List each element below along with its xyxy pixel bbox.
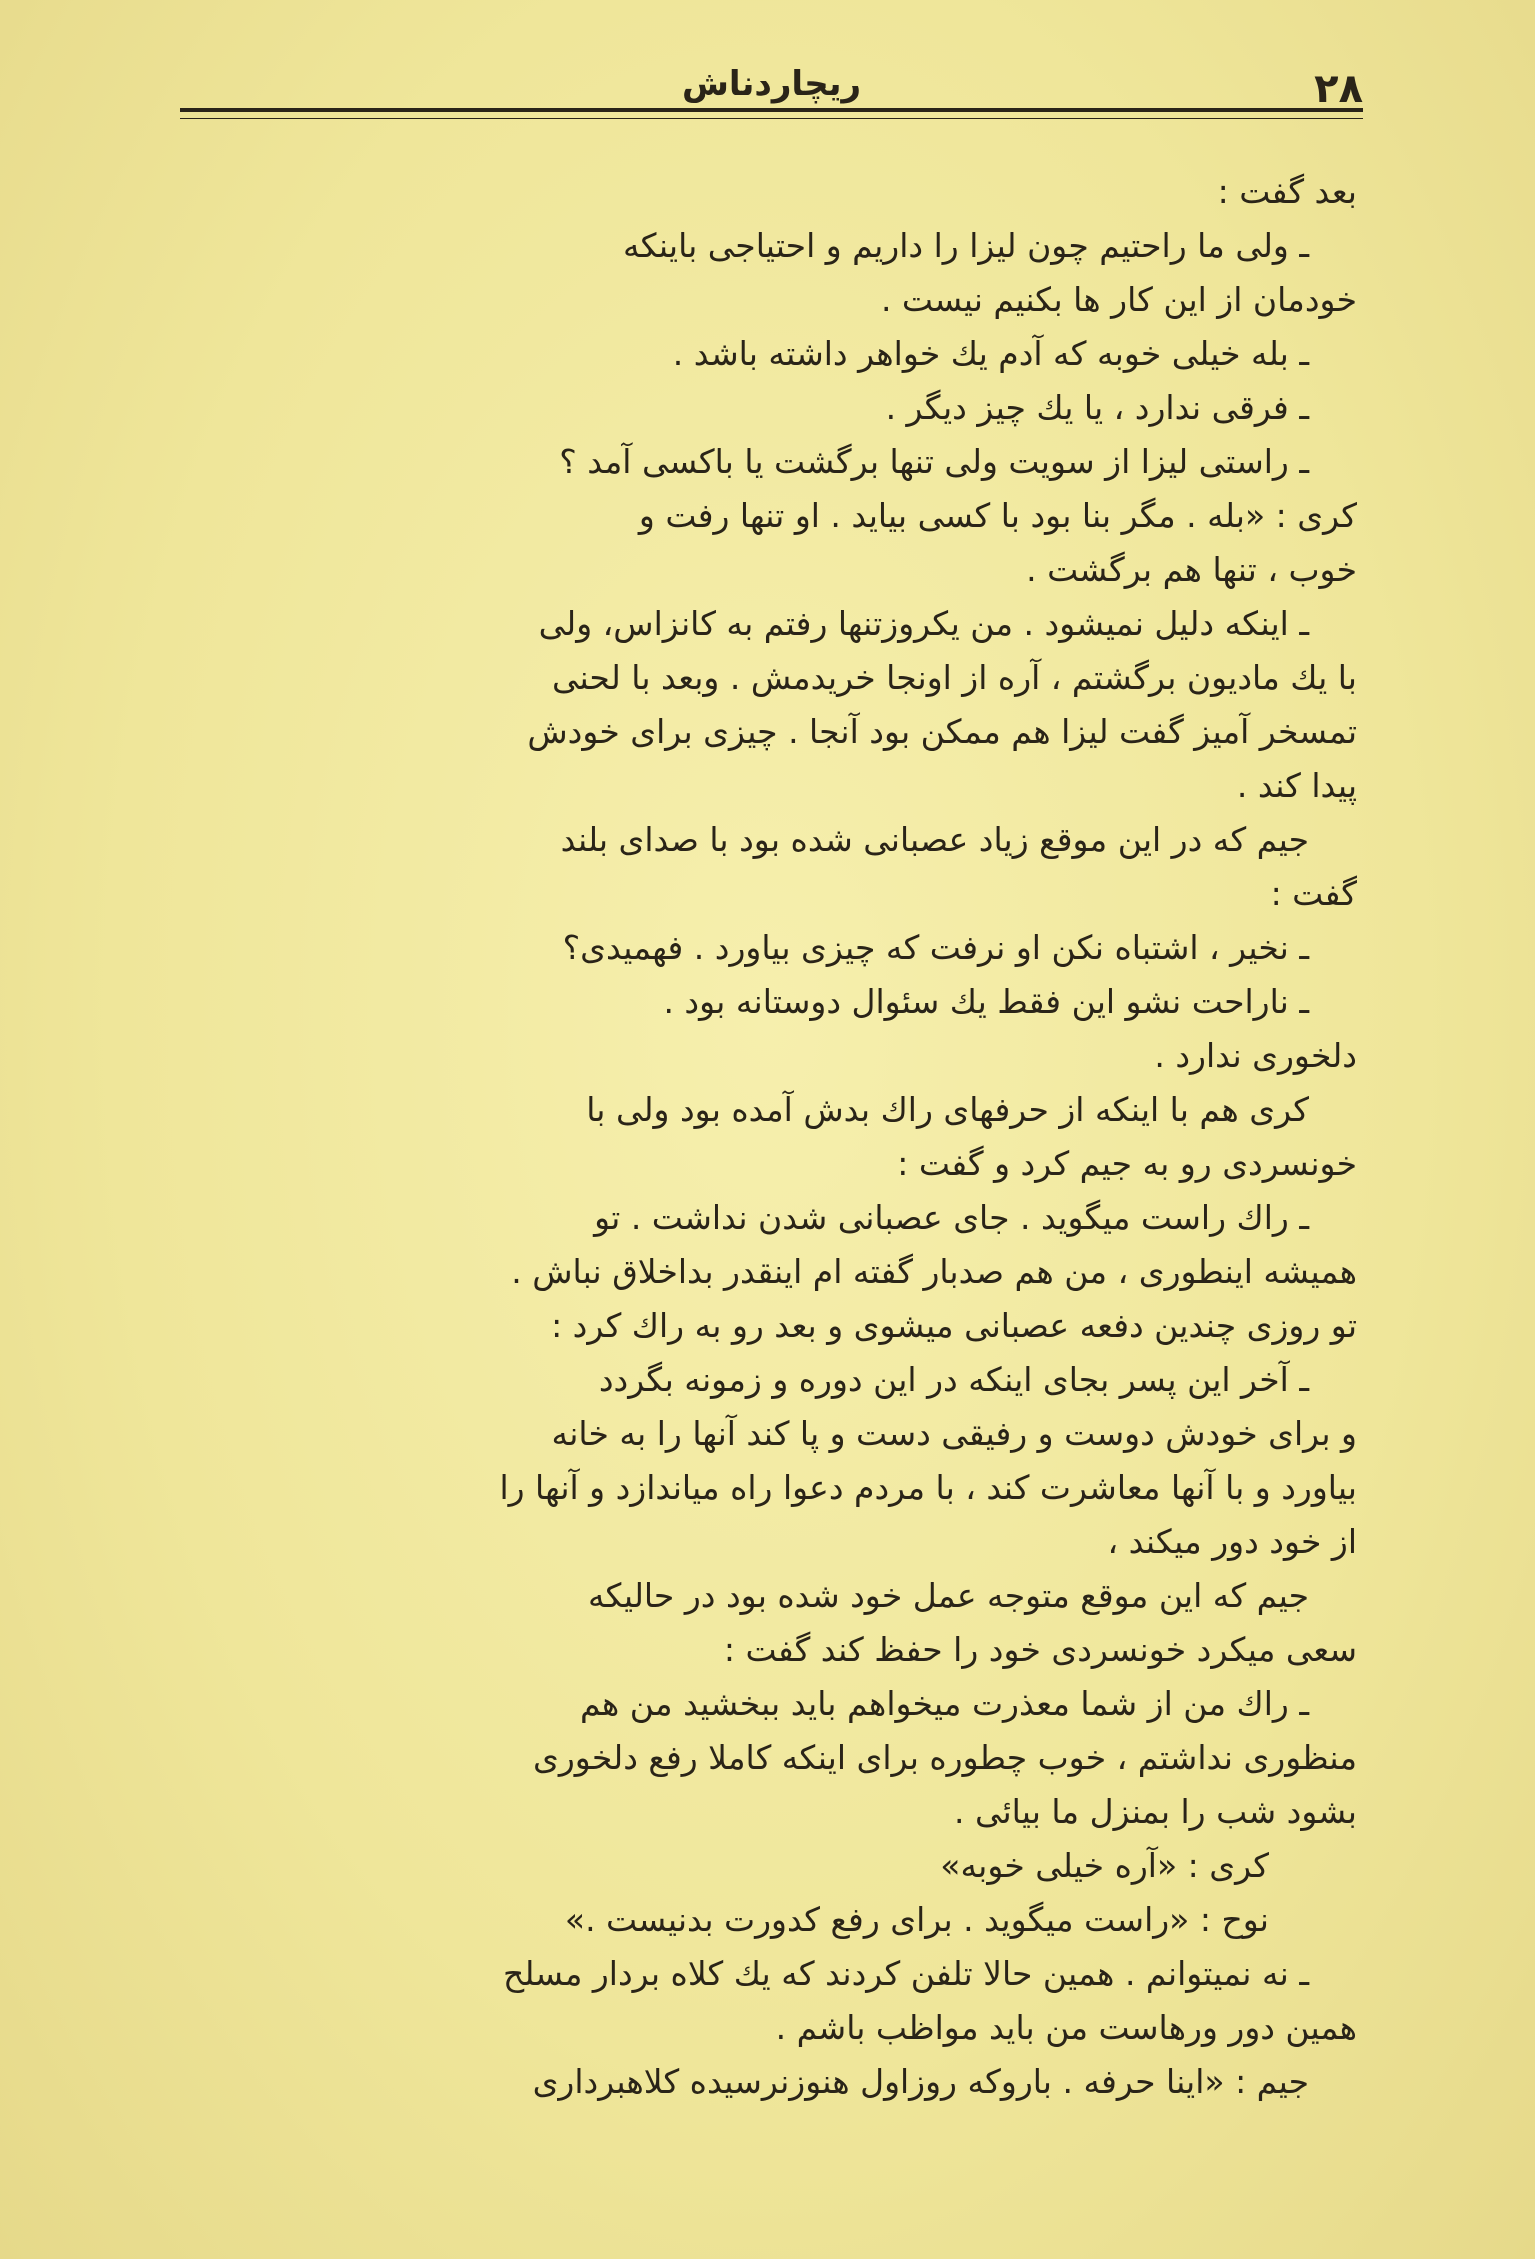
text-line: ـ آخر این پسر بجای اینکه در این دوره و زمونه بگردد xyxy=(598,1360,1309,1399)
header-rule xyxy=(180,108,1363,112)
text-line: سعی میکرد خونسردی خود را حفظ کند گفت : xyxy=(723,1630,1357,1669)
text-line: دلخوری ندارد . xyxy=(1154,1036,1357,1075)
body-text xyxy=(175,165,1357,2109)
text-line: همین دور ورهاست من باید مواظب باشم . xyxy=(775,2008,1357,2047)
text-line: کری : «آره خیلی خوبه» xyxy=(940,1846,1269,1885)
text-line: ـ راك راست میگوید . جای عصبانی شدن نداشت . تو xyxy=(594,1198,1309,1237)
text-line: گفت : xyxy=(1270,874,1357,913)
text-line: ـ راك من از شما معذرت میخواهم باید ببخشید من هم xyxy=(579,1684,1309,1723)
text-line: نوح : «راست میگوید . برای رفع کدورت بدنیست .» xyxy=(564,1900,1269,1939)
text-line: خوب ، تنها هم برگشت . xyxy=(1026,550,1357,589)
running-title: ریچاردناش xyxy=(681,64,862,104)
text-line: تو روزی چندین دفعه عصبانی میشوی و بعد رو به راك کرد : xyxy=(551,1306,1357,1345)
text-line: کری : «بله . مگر بنا بود با کسی بیاید . او تنها رفت و xyxy=(638,496,1357,535)
page-number: ۲۸ xyxy=(1314,66,1363,112)
page-header xyxy=(180,58,1363,112)
text-line: بعد گفت : xyxy=(1217,172,1357,211)
text-line: پیدا کند . xyxy=(1236,766,1357,805)
text-line: ـ راستی لیزا از سویت ولی تنها برگشت یا باکسی آمد ؟ xyxy=(559,442,1309,481)
text-line: خودمان از این کار ها بکنیم نیست . xyxy=(880,280,1357,319)
text-line: ـ ناراحت نشو این فقط یك سئوال دوستانه بود . xyxy=(663,982,1309,1021)
text-line: جیم : «اینا حرفه . باروکه روزاول هنوزنرسیده کلاهبرداری xyxy=(532,2062,1309,2101)
text-line: منظوری نداشتم ، خوب چطوره برای اینکه کاملا رفع دلخوری xyxy=(533,1738,1357,1777)
text-line: همیشه اینطوری ، من هم صدبار گفته ام اینقدر بداخلاق نباش . xyxy=(511,1252,1357,1291)
text-line: ـ بله خیلی خوبه که آدم یك خواهر داشته باشد . xyxy=(672,334,1309,373)
text-line: ـ اینکه دلیل نمیشود . من یکروزتنها رفتم به کانزاس، ولی xyxy=(538,604,1309,643)
header-rule-thin xyxy=(180,118,1363,119)
text-line: و برای خودش دوست و رفیقی دست و پا کند آنها را به خانه xyxy=(551,1414,1357,1453)
text-line: ـ نه نمیتوانم . همین حالا تلفن کردند که یك کلاه بردار مسلح xyxy=(503,1954,1309,1993)
text-line: بشود شب را بمنزل ما بیائی . xyxy=(954,1792,1357,1831)
text-line: بیاورد و با آنها معاشرت کند ، با مردم دعوا راه میاندازد و آنها را xyxy=(499,1468,1357,1507)
text-line: با یك مادیون برگشتم ، آره از اونجا خریدمش . وبعد با لحنی xyxy=(551,658,1357,697)
text-line: ـ نخیر ، اشتباه نکن او نرفت که چیزی بیاورد . فهمیدی؟ xyxy=(562,928,1309,967)
text-line: جیم که این موقع متوجه عمل خود شده بود در حالیکه xyxy=(587,1576,1309,1615)
text-line: ـ ولی ما راحتیم چون لیزا را داریم و احتیاجی باینکه xyxy=(623,226,1309,265)
text-line: ـ فرقی ندارد ، یا یك چیز دیگر . xyxy=(885,388,1309,427)
text-line: از خود دور میکند ، xyxy=(1107,1522,1357,1561)
text-line: تمسخر آمیز گفت لیزا هم ممکن بود آنجا . چیزی برای خودش xyxy=(527,712,1357,751)
text-line: خونسردی رو به جیم کرد و گفت : xyxy=(897,1144,1357,1183)
text-line: جیم که در این موقع زیاد عصبانی شده بود با صدای بلند xyxy=(560,820,1309,859)
text-line: کری هم با اینکه از حرفهای راك بدش آمده بود ولی با xyxy=(586,1090,1309,1129)
